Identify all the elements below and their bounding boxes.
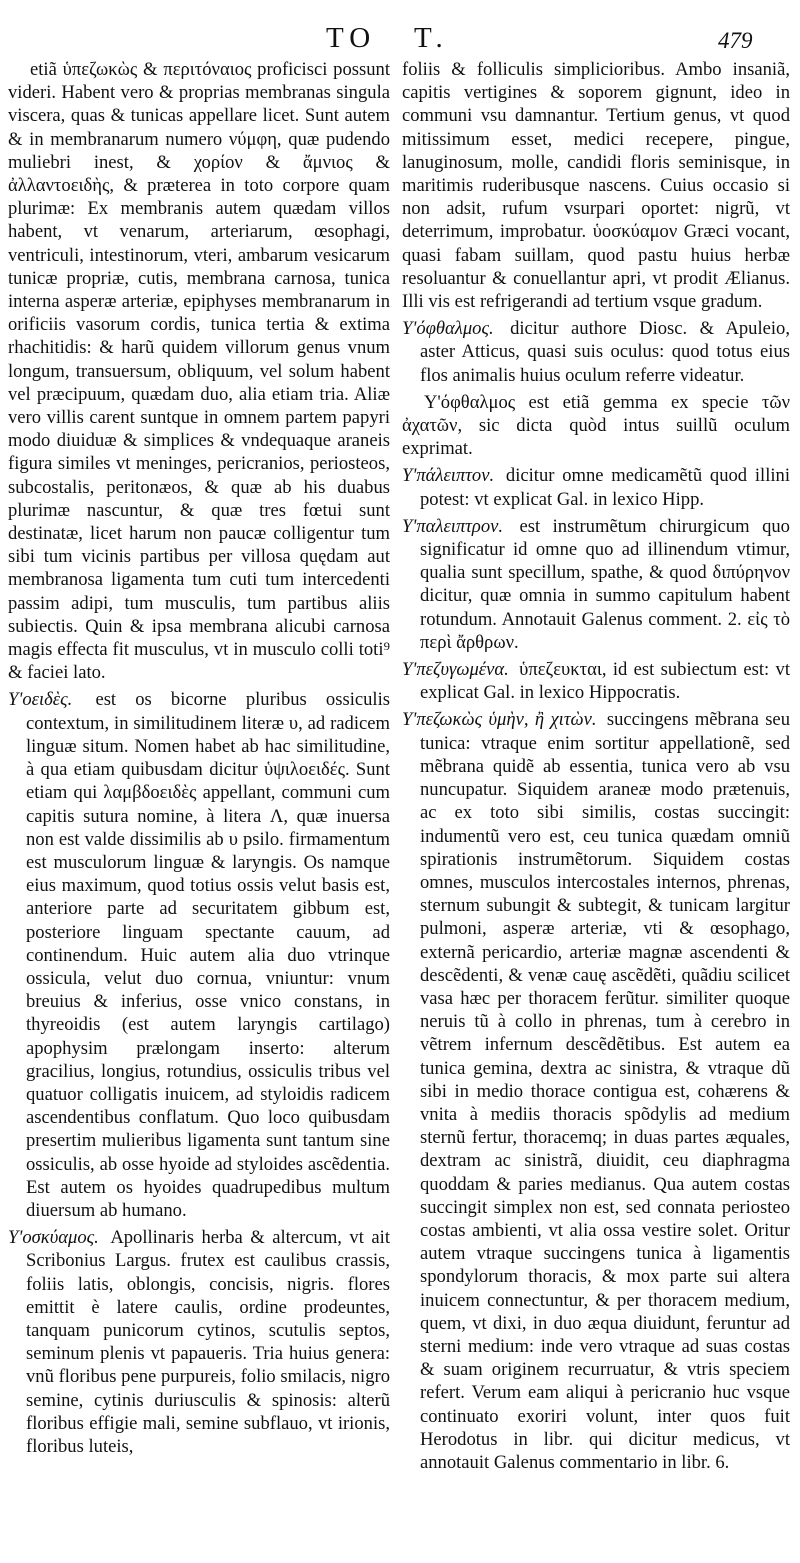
entry-lemma: Υ'οειδὲς.	[8, 689, 73, 711]
entry-continuation	[402, 58, 790, 313]
entry-lemma: Υ'πεζωκὼς ὑμὴν, ἢ χιτὼν.	[402, 709, 597, 731]
running-head-left: TO	[326, 22, 377, 54]
entry-text: est instrumẽtum chirurgicum quo significatur id omne quo ad illinendum vtimur, qualia sunt specillum, spathe, & quod διπύρηνον dicitur, quæ omnia in summo capitulum habent rotundum. Annotauit Galenus comment. 2. εἰς τὸ περὶ ἄρθρων.	[420, 515, 790, 653]
running-head-right: T.	[414, 22, 449, 54]
entry-hypezokos-hymen	[402, 708, 790, 1474]
entry-hypaleiptron	[402, 515, 790, 654]
entry-text: ὑπεζευκται, id est subiectum est: vt explicat Gal. in lexico Hippocratis.	[420, 659, 790, 704]
entry-lemma: Υ'οσκύαμος.	[8, 1227, 99, 1249]
entry-text: etiã ὑπεζωκὼς & περιτόναιος proficisci possunt videri. Habent vero & proprias membranas singula viscera, quas & tunicas appellare licet. Sunt autem & in membranarum numero νύμφη, quæ pudendo muliebri inest, & χορίον & ἄμνιος & ἀλλαντοειδὴς, & præterea in toto corpore quam plurimæ: Ex membranis autem quædam villos habent, vt venarum, arteriarum, œsophagi, ventriculi, intestinorum, vteri, ambarum vesicarum tunicæ propriæ, cutis, membrana carnosa, tunica interna asperæ arteriæ, epiphyses membranarum in orificiis vasorum cordis, tunica tertia & extima rhachitidis: & harũ quidem villorum genus vnum longum, transuersum, obliquum, vel solum habent vel præcipuum, quædam duo, alia etiam tria. Aliæ vero villis carent suntque in omnem partem papyri modo diuiduæ & simplices & vndequaque araneis figura similes vt meninges, pericranios, periosteos, subcostalis, peritonæos, & quæ ab his duabus plurimæ nascuntur, & quæ tres fœtui sunt destinatæ, licet harum non paucæ colligentur tum sibi tum vicinis partibus per villosa quędam aut membranosa ligamenta tum cuti tum intercedenti passim adipi, tum musculis, tum partibus aliis subiectis. Quin & ipsa membrana alicubi carnosa magis effecta fit musculus, vt in musculo colli toti⁹ & faciei lato.	[8, 59, 390, 684]
page-number: 479	[718, 28, 753, 53]
entry-lemma: Υ'πεζυγωμένα.	[402, 659, 509, 681]
entry-hyoides	[8, 688, 390, 1222]
entry-hyophthalmos	[402, 317, 790, 387]
entry-hyoscyamus	[8, 1226, 390, 1458]
left-column	[8, 58, 390, 1458]
entry-text: succingens mẽbrana seu tunica: vtraque enim sortitur appellationẽ, sed mẽbrana quidẽ ab essentia, tunica vero ab vsu nuncupatur. Siquidem araneæ modo prætenuis, ac ex toto sibi similis, costas succingit: indumentũ vero est, ceu tunica quædam omniũ spirationis instrumẽtorum. Siquidem costas omnes, musculos intercostales internos, phrenas, sternum subungit & subtegit, & tunicam largitur pulmoni, asperæ arteriæ, vti & œsophago, externã pericardio, arteriæ magnæ ascendenti & descẽdenti, & venæ cauę ascẽdẽti, quãdiu scilicet vasa hæc per thoracem ferũtur. similiter quoque neruis tũ à collo in phrenas, tum à cerebro in vẽtrem infernum descẽdẽtibus. Est autem ea tunica gemina, dextra ac sinistra, & vtraque dũ sibi in medio thorace contigua est, cohærens & vnita à mediis thoracis spõdylis ad medium sternũ fertur, thoracemq; in duas partes æquales, dextram ac sinistrã, diuidit, ceu diaphragma quoddam & paries medianus. Qua autem costas succingit simplex non est, sed connata periosteo costas ambienti, vt alia ossa vestire solet. Oritur autem vtraque succingens tunica à ligamentis spondylorum thoracis, & mox parte sui altera inuicem connectuntur, & per thoracem medium, quem, vt dixi, in duo æqua diuidunt, feruntur ad sterni medium: inde vero vtraque ad suas costas & suam originem recurruatur, & vtris speciem refert. Verum eam aliqui à pericranio huc vsque continuato exoriri volunt, inter quos fuit Herodotus in libr. qui dicitur medicus, vt annotauit Galenus commentario in libr. 6.	[420, 709, 790, 1473]
entry-text: Υ'όφθαλμος est etiã gemma ex specie τῶν ἀχατῶν, sic dicta quòd intus suillũ oculum exprimat.	[402, 391, 790, 460]
entry-lemma: Υ'όφθαλμος.	[402, 318, 494, 340]
entry-text: dicitur authore Diosc. & Apuleio, aster Atticus, quasi suis oculus: quod totus eius flos animalis huius oculum referre videatur.	[420, 318, 790, 386]
entry-lemma: Υ'παλειπτρον.	[402, 515, 504, 537]
entry-hypezygomena	[402, 658, 790, 704]
entry-hyophthalmos-gemma	[402, 391, 790, 461]
entry-text: foliis & folliculis simplicioribus. Ambo insaniã, capitis vertigines & soporem gignunt, ideo in communi vsu damnantur. Tertium genus, vt quod mitissimum esset, medici recepere, pingue, lanuginosum, molle, candidi floris seminisque, in maritimis ruderibusque nascens. Cuius occasio si non adsit, rufum vsurpari oportet: nigrũ, vt deterrimum, improbatur. ὑοσκύαμον Græci vocant, quasi fabam suillam, quod pastu huius herbæ resoluantur & conuellantur apri, vt prodit Ælianus. Illi vis est refrigerandi ad tertium vsque gradum.	[402, 59, 790, 313]
right-column	[402, 58, 790, 1474]
entry-continuation	[8, 58, 390, 684]
entry-hypaleipton	[402, 464, 790, 510]
entry-lemma: Υ'πάλειπτον.	[402, 465, 495, 487]
entry-text: dicitur omne medicamẽtũ quod illini potest: vt explicat Gal. in lexico Hipp.	[420, 465, 790, 510]
entry-text: Apollinaris herba & altercum, vt ait Scribonius Largus. frutex est caulibus crassis, foliis latis, oblongis, concisis, nigris. flores emittit è latere caulis, ordine prodeuntes, tanquam punicorum cytinos, scutulis septos, seminum plenis vt papaueris. Tria huius genera: vnũ floribus pene purpureis, folio smilacis, nigro semine, cytinis duriusculis & spinosis: alterũ floribus effigie mali, semine subflauo, vt irionis, floribus luteis,	[26, 1227, 390, 1457]
page-header	[0, 20, 800, 60]
entry-text: est os bicorne pluribus ossiculis contextum, in similitudinem literæ υ, ad radicem linguæ situm. Nomen habet ab hac similitudine, à qua etiam quibusdam dicitur ὑψιλοειδές. Sunt etiam qui λαμβδοειδὲς appellant, communi cum capitis sutura nomine, à litera Λ, quæ inuersa non est valde dissimilis ab υ psilo. firmamentum est musculorum linguæ & laryngis. Os namque eius maximum, quod totius ossis velut basis est, anteriore parte ad securitatem gibbum est, posteriore linguam spectante cauum, ad continendum. Huic autem alia duo vtrinque ossicula, velut duo cornua, vniuntur: vnum breuius & inferius, osse vnico constans, in thyreoidis (est autem laryngis cartilago) apophysim prælongam inserto: alterum gracilius, longius, rotundius, ossiculis tribus vel quatuor colligatis inuicem, ad styloidis radicem ascendentibus conflatum. Quo loco quibusdam presertim mulieribus ligamenta sunt tantum sine ossiculis, ab osse hyoide ad styloides ascẽdentia. Est autem os hyoides quadrupedibus multum diuersum ab humano.	[26, 689, 390, 1221]
